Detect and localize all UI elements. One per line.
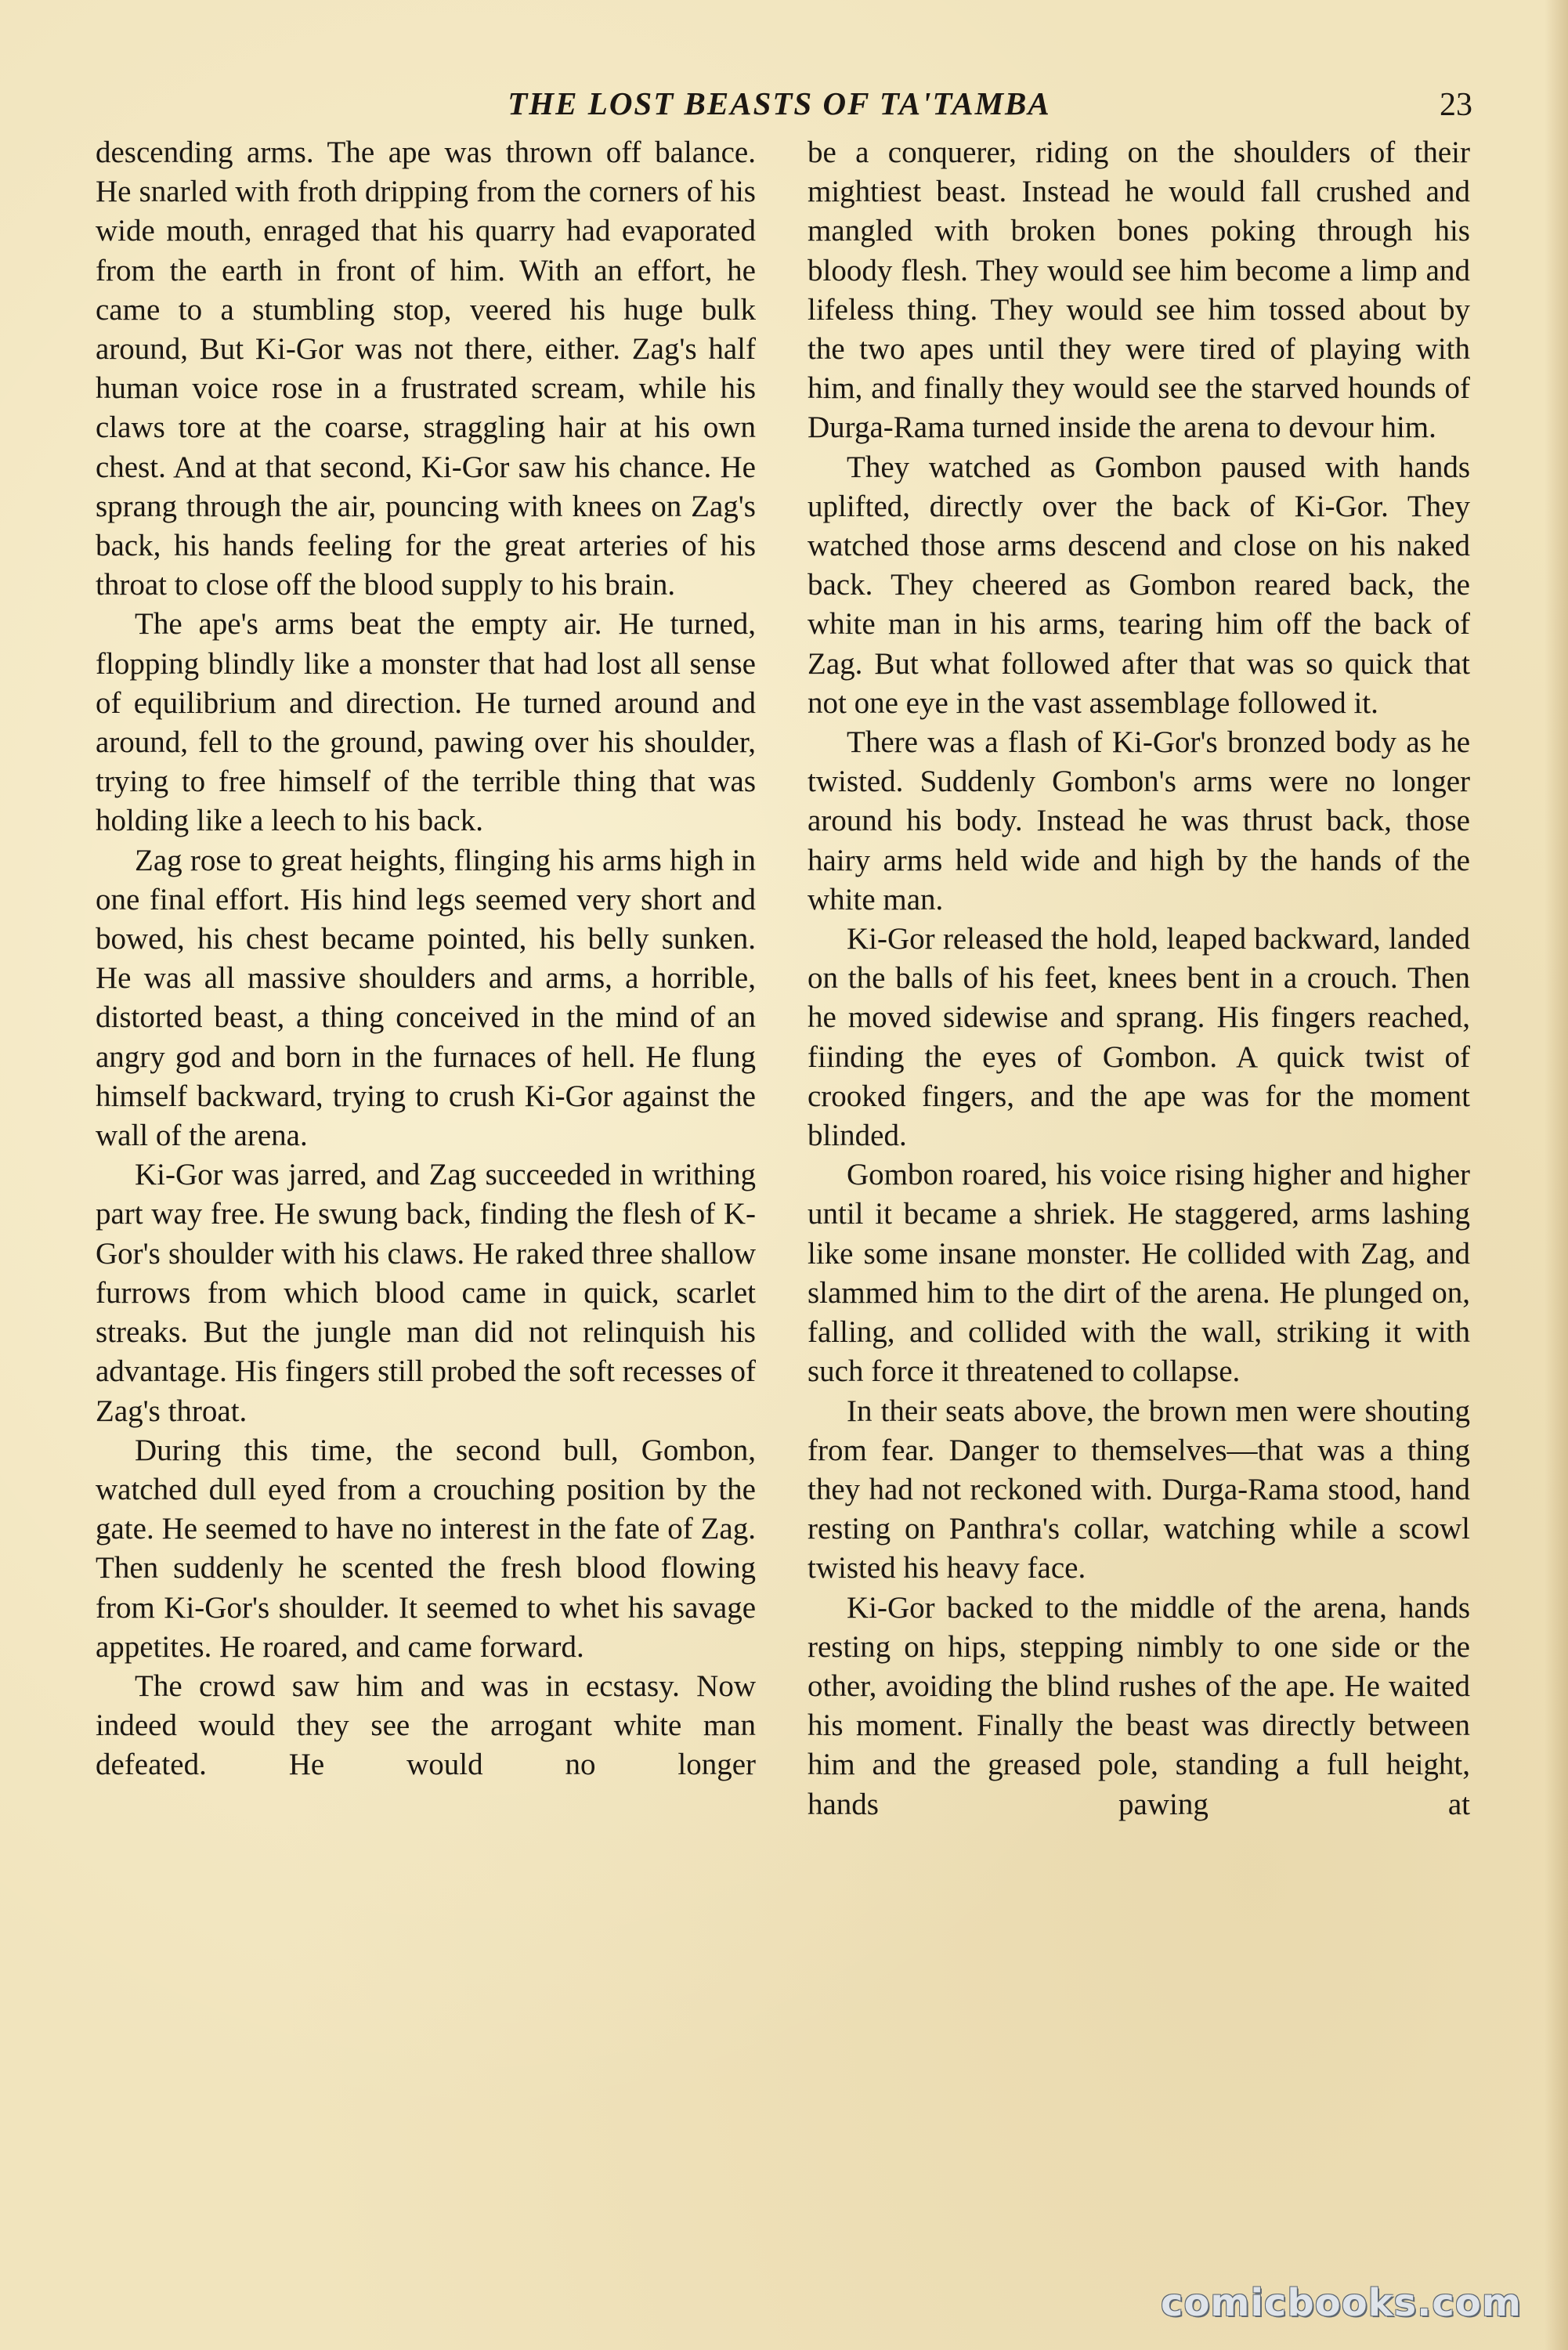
running-title: THE LOST BEASTS OF TA'TAMBA	[508, 85, 1051, 121]
paragraph: In their seats above, the brown men were shouting from fear. Danger to themselves—that was a thing they had not reckoned with. Durga-Rama stood, hand resting on Panthra's collar, watching while a scowl twisted his heavy face.	[807, 1394, 1470, 1585]
paragraph: Ki-Gor backed to the middle of the arena, hands resting on hips, stepping nimbly to one side or the other, avoiding the blind rushes of the ape. He waited his moment. Finally the beast was directly between him and the greased pole, standing a full height, hands pawing at	[807, 1590, 1470, 1821]
paragraph: Gombon roared, his voice rising higher and higher until it became a shriek. He staggered, arms lashing like some insane monster. He collided with Zag, and slammed him to the dirt of the arena. He plunged on, falling, and collided with the wall, striking it with such force it threatened to collapse.	[807, 1158, 1470, 1389]
left-column	[96, 133, 756, 1785]
page-edge-shadow	[1545, 0, 1568, 2350]
paragraph: There was a flash of Ki-Gor's bronzed body as he twisted. Suddenly Gombon's arms were no longer around his body. Instead he was thrust back, those hairy arms held wide and high by the hands of the white man.	[807, 725, 1470, 916]
paragraph: Zag rose to great heights, flinging his arms high in one final effort. His hind legs seemed very short and bowed, his chest became pointed, his belly sunken. He was all massive shoulders and arms, a horrible, distorted beast, a thing conceived in the mind of an angry god and born in the furnaces of hell. He flung himself backward, trying to crush Ki-Gor against the wall of the arena.	[96, 843, 756, 1153]
watermark-logo: comicbooks.com	[1161, 2281, 1522, 2325]
paragraph: Ki-Gor released the hold, leaped backward, landed on the balls of his feet, knees bent in a crouch. Then he moved sidewise and sprang. His fingers reached, fiinding the eyes of Gombon. A quick twist of crooked fingers, and the ape was for the moment blinded.	[807, 922, 1470, 1153]
paragraph: Ki-Gor was jarred, and Zag succeeded in writhing part way free. He swung back, finding the flesh of K-Gor's shoulder with his claws. He raked three shallow furrows from which blood came in quick, scarlet streaks. But the jungle man did not relinquish his advantage. His fingers still probed the soft recesses of Zag's throat.	[96, 1158, 756, 1428]
page-number: 23	[1440, 87, 1472, 123]
paragraph: During this time, the second bull, Gombon, watched dull eyed from a crouching position by the gate. He seemed to have no interest in the fate of Zag. Then suddenly he scented the fresh blood flowing from Ki-Gor's shoulder. It seemed to whet his savage appetites. He roared, and came forward.	[96, 1433, 756, 1664]
paragraph: The crowd saw him and was in ecstasy. Now indeed would they see the arrogant white man defeated. He would no longer	[96, 1668, 756, 1782]
paragraph: be a conquerer, riding on the shoulders of their mightiest beast. Instead he would fall crushed and mangled with broken bones poking through his bloody flesh. They would see him become a limp and lifeless thing. They would see him tossed about by the two apes until they were tired of playing with him, and finally they would see the starved hounds of Durga-Rama turned inside the arena to devour him.	[807, 136, 1470, 445]
paragraph: They watched as Gombon paused with hands uplifted, directly over the back of Ki-Gor. They watched those arms descend and close on his naked back. They cheered as Gombon reared back, the white man in his arms, tearing him off the back of Zag. But what followed after that was so quick that not one eye in the vast assemblage followed it.	[807, 450, 1470, 720]
paragraph: The ape's arms beat the empty air. He turned, flopping blindly like a monster that had lost all sense of equilibrium and direction. He turned around and around, fell to the ground, pawing over his shoulder, trying to free himself of the terrible thing that was holding like a leech to his back.	[96, 607, 756, 838]
paragraph: descending arms. The ape was thrown off balance. He snarled with froth dripping from the corners of his wide mouth, enraged that his quarry had evaporated from the earth in front of him. With an effort, he came to a stumbling stop, veered his huge bulk around, But Ki-Gor was not there, either. Zag's half human voice rose in a frustrated scream, while his claws tore at the coarse, straggling hair at his own chest. And at that second, Ki-Gor saw his chance. He sprang through the air, pouncing with knees on Zag's back, his hands feeling for the great arteries of his throat to close off the blood supply to his brain.	[96, 136, 756, 602]
right-column	[807, 133, 1470, 1824]
page-header	[86, 78, 1472, 125]
